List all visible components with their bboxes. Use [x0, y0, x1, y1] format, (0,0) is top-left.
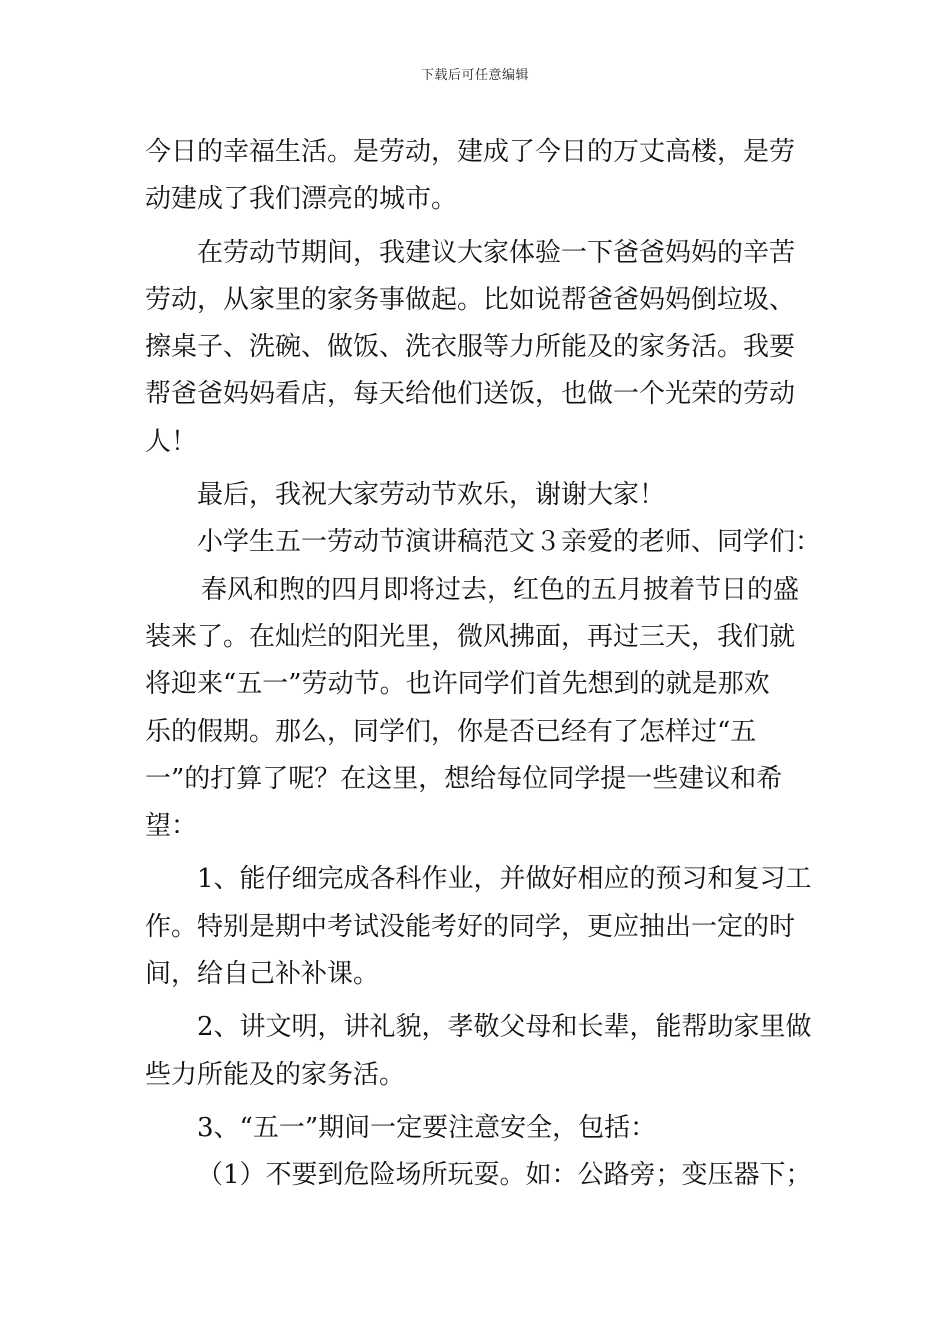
text-line: 劳动，从家里的家务事做起。比如说帮爸爸妈妈倒垃圾、	[145, 284, 796, 315]
body-text	[145, 129, 822, 1200]
text-line: 作。特别是期中考试没能考好的同学，更应抽出一定的时	[145, 911, 796, 942]
text-line: 一”的打算了呢？在这里，想给每位同学提一些建议和希	[145, 763, 783, 794]
text-line: 间，给自己补补课。	[145, 959, 380, 990]
text-line: 1、能仔细完成各科作业，并做好相应的预习和复习工	[197, 864, 812, 895]
text-line: 在劳动节期间，我建议大家体验一下爸爸妈妈的辛苦	[197, 237, 796, 268]
text-line: （1）不要到危险场所玩耍。如：公路旁；变压器下；	[197, 1160, 812, 1191]
text-line: 帮爸爸妈妈看店，每天给他们送饭，也做一个光荣的劳动	[145, 379, 796, 410]
text-line: 望：	[145, 811, 198, 842]
text-line: 3、“五一”期间一定要注意安全，包括：	[197, 1112, 657, 1143]
text-line: 最后，我祝大家劳动节欢乐，谢谢大家！	[197, 480, 666, 511]
text-line: 乐的假期。那么，同学们，你是否已经有了怎样过“五	[145, 716, 757, 747]
page-header: 下载后可任意编辑	[420, 68, 529, 83]
text-line: 擦桌子、洗碗、做饭、洗衣服等力所能及的家务活。我要	[145, 332, 796, 363]
text-line: 动建成了我们漂亮的城市。	[145, 184, 458, 215]
text-line: 些力所能及的家务活。	[145, 1059, 406, 1090]
text-line: 春风和煦的四月即将过去，红色的五月披着节日的盛	[201, 574, 800, 605]
text-line: 今日的幸福生活。是劳动，建成了今日的万丈高楼，是劳	[145, 137, 796, 167]
text-line: 将迎来“五一”劳动节。也许同学们首先想到的就是那欢	[145, 669, 770, 700]
text-line: 人！	[145, 426, 198, 457]
text-line: 小学生五一劳动节演讲稿范文３亲爱的老师、同学们：	[197, 527, 822, 558]
text-line: 2、讲文明，讲礼貌，孝敬父母和长辈，能帮助家里做	[197, 1012, 812, 1043]
text-line: 装来了。在灿烂的阳光里，微风拂面，再过三天，我们就	[145, 621, 796, 652]
